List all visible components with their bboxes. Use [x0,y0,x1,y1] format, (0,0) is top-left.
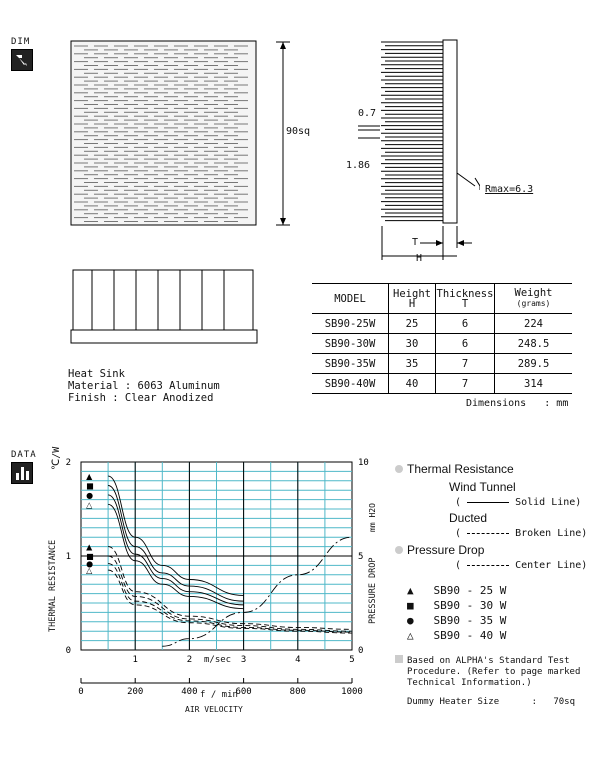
heatsink-front-view [70,268,270,348]
y-right-tick: 0 [358,646,364,656]
t-dimension-label: T [412,237,419,248]
wind-tunnel-label: Wind Tunnel [449,480,516,494]
x-bottom-label: f / min [200,690,238,700]
broken-line-label: Broken Line) [515,528,588,539]
material-spec: Heat Sink Material : 6063 Aluminum Finish : Clear Anodized [68,368,220,404]
series-marker: △ [86,500,93,510]
row-weight: 289.5 [495,354,573,374]
left-unit: ℃/W [51,446,62,470]
series-marker: ● [86,490,94,500]
y-right-tick: 5 [358,552,364,562]
col-thickness: Thickness T [436,284,495,314]
heater-size: Dummy Heater Size : 70sq [407,697,575,707]
legend-item-40w: △ SB90 - 40 W [407,629,507,642]
material-label: Material [68,380,119,392]
finish-label: Finish [68,392,106,404]
col-weight: Weight (grams) [495,284,573,314]
legend-item-25w: ▲ SB90 - 25 W [407,584,507,597]
row-thickness: 6 [436,314,495,334]
table-row [312,354,572,374]
x-top-tick: 2 [186,655,193,665]
roughness-label: Rmax=6.3 [485,184,534,195]
x-bottom-tick: 0 [78,687,84,697]
table-row [312,334,572,354]
h-dimension-label: H [416,253,423,264]
thermal-chart [40,450,380,725]
series-marker: ● [86,559,94,569]
dimension-icon [11,49,33,71]
heatsink-top-view [70,40,260,230]
col-model: MODEL [312,284,389,314]
x-caption: AIR VELOCITY [185,705,243,714]
bar-chart-icon [11,462,33,484]
y-left-tick: 0 [65,646,71,656]
table-row [312,314,572,334]
row-height: 35 [389,354,436,374]
product-name: Heat Sink [68,368,125,380]
x-bottom-tick: 400 [181,687,198,697]
ducted-label: Ducted [449,511,488,525]
series-marker: △ [86,566,93,576]
right-unit: mm H2O [368,503,377,532]
x-top-label: m/sec [204,655,232,665]
material-value: 6063 Aluminum [137,380,220,392]
row-model: SB90-30W [312,334,389,354]
row-thickness: 7 [436,374,495,394]
model-spec-table [312,283,572,394]
heatsink-side-view [340,38,480,263]
row-weight: 314 [495,374,573,394]
series-marker: ▲ [86,542,93,552]
row-thickness: 7 [436,354,495,374]
row-model: SB90-35W [312,354,389,374]
x-bottom-tick: 200 [127,687,144,697]
size-label: 90sq [286,126,311,137]
center-line-label: Center Line) [515,560,588,571]
row-model: SB90-40W [312,374,389,394]
series-marker: ▲ [86,472,93,482]
right-axis-title: PRESSURE DROP [368,557,378,624]
x-bottom-tick: 600 [235,687,252,697]
row-weight: 224 [495,314,573,334]
row-thickness: 6 [436,334,495,354]
row-height: 40 [389,374,436,394]
legend-item-30w: ■ SB90 - 30 W [407,599,507,612]
test-note: Based on ALPHA's Standard Test Procedure. (Refer to page marked Technical Information.) [395,655,595,689]
legend-item-35w: ● SB90 - 35 W [407,614,507,627]
dim-section-label: DIM [11,37,31,47]
x-top-tick: 4 [295,655,301,665]
y-left-tick: 2 [65,458,71,468]
fin-pitch-label: 1.86 [346,160,371,171]
series-marker: ■ [86,481,94,491]
table-row [312,374,572,394]
row-height: 30 [389,334,436,354]
x-bottom-tick: 1000 [341,687,363,697]
row-model: SB90-25W [312,314,389,334]
left-axis-title: THERMAL RESISTANCE [48,539,58,632]
units-note: Dimensions : mm [466,398,569,409]
x-top-tick: 3 [240,655,247,665]
x-bottom-tick: 800 [289,687,306,697]
y-right-tick: 10 [358,458,369,468]
series-marker: ■ [86,552,94,561]
x-top-tick: 1 [132,655,138,665]
data-section-label: DATA [11,450,37,460]
x-top-tick: 5 [349,655,355,665]
finish-value: Clear Anodized [124,392,214,404]
solid-line-label: Solid Line) [515,497,582,508]
fin-thickness-label: 0.7 [358,108,377,119]
y-left-tick: 1 [65,552,71,562]
col-height: Height H [389,284,436,314]
pressure-title: Pressure Drop [407,543,485,557]
row-height: 25 [389,314,436,334]
thermal-title: Thermal Resistance [407,462,514,476]
row-weight: 248.5 [495,334,573,354]
chart-legend: Thermal Resistance Wind Tunnel ( Solid Line) Ducted ( Broken Line) Pressure Drop ( Center Line) ▲ SB90 - 25 W ■ SB90 - 30 W ● SB90 - 35 W △ SB90 - 40 W Based on ALPHA's Standard Test Procedure. (Refer to page marked Technical Information.) Dummy Heater Size : 70sq [395,462,595,707]
